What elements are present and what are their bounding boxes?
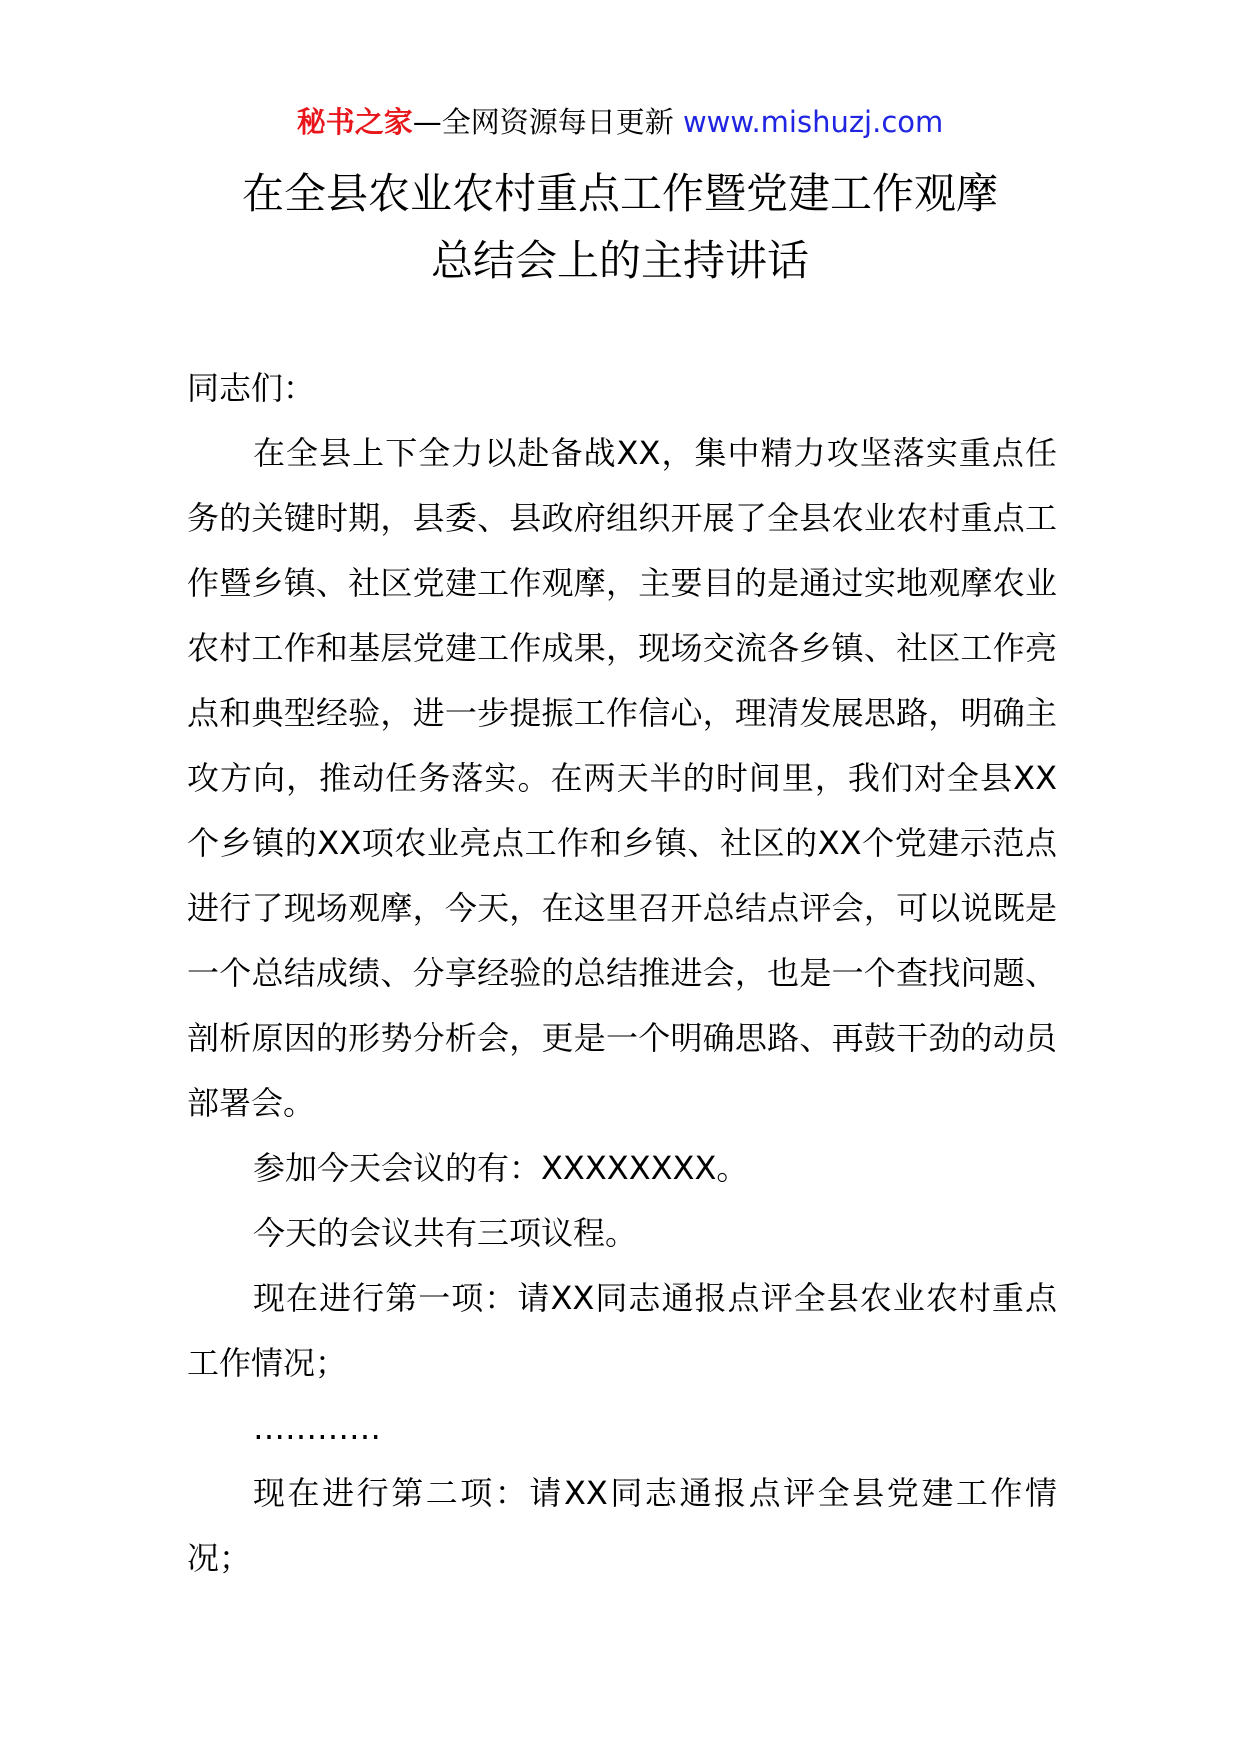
site-header	[0, 100, 1240, 144]
header-tagline: —全网资源每日更新	[412, 105, 683, 139]
salutation: 同志们：	[187, 369, 316, 407]
document-body	[187, 356, 1057, 1591]
body-paragraph-5: 现在进行第二项：请XX同志通报点评全县党建工作情况；	[187, 1474, 1057, 1577]
body-paragraph-4: 现在进行第一项：请XX同志通报点评全县农业农村重点工作情况；	[187, 1279, 1057, 1382]
body-paragraph-2: 参加今天会议的有：XXXXXXXX。	[253, 1149, 749, 1187]
site-url-link[interactable]: www.mishuzj.com	[682, 105, 944, 139]
ellipsis-line: …………	[253, 1409, 381, 1447]
document-title	[0, 160, 1240, 294]
body-paragraph-1: 在全县上下全力以赴备战XX，集中精力攻坚落实重点任务的关键时期，县委、县政府组织开展了全县农业农村重点工作暨乡镇、社区党建工作观摩，主要目的是通过实地观摩农业农村工作和基层党建工作成果，现场交流各乡镇、社区工作亮点和典型经验，进一步提振工作信心，理清发展思路，明确主攻方向，推动任务落实。在两天半的时间里，我们对全县XX个乡镇的XX项农业亮点工作和乡镇、社区的XX个党建示范点进行了现场观摩，今天，在这里召开总结点评会，可以说既是一个总结成绩、分享经验的总结推进会，也是一个查找问题、剖析原因的形势分析会，更是一个明确思路、再鼓干劲的动员部署会。	[187, 434, 1057, 1122]
body-paragraph-3: 今天的会议共有三项议程。	[253, 1214, 638, 1252]
title-line-1: 在全县农业农村重点工作暨党建工作观摩	[241, 169, 998, 218]
brand-name: 秘书之家	[296, 105, 413, 139]
title-line-2: 总结会上的主持讲话	[430, 236, 809, 285]
